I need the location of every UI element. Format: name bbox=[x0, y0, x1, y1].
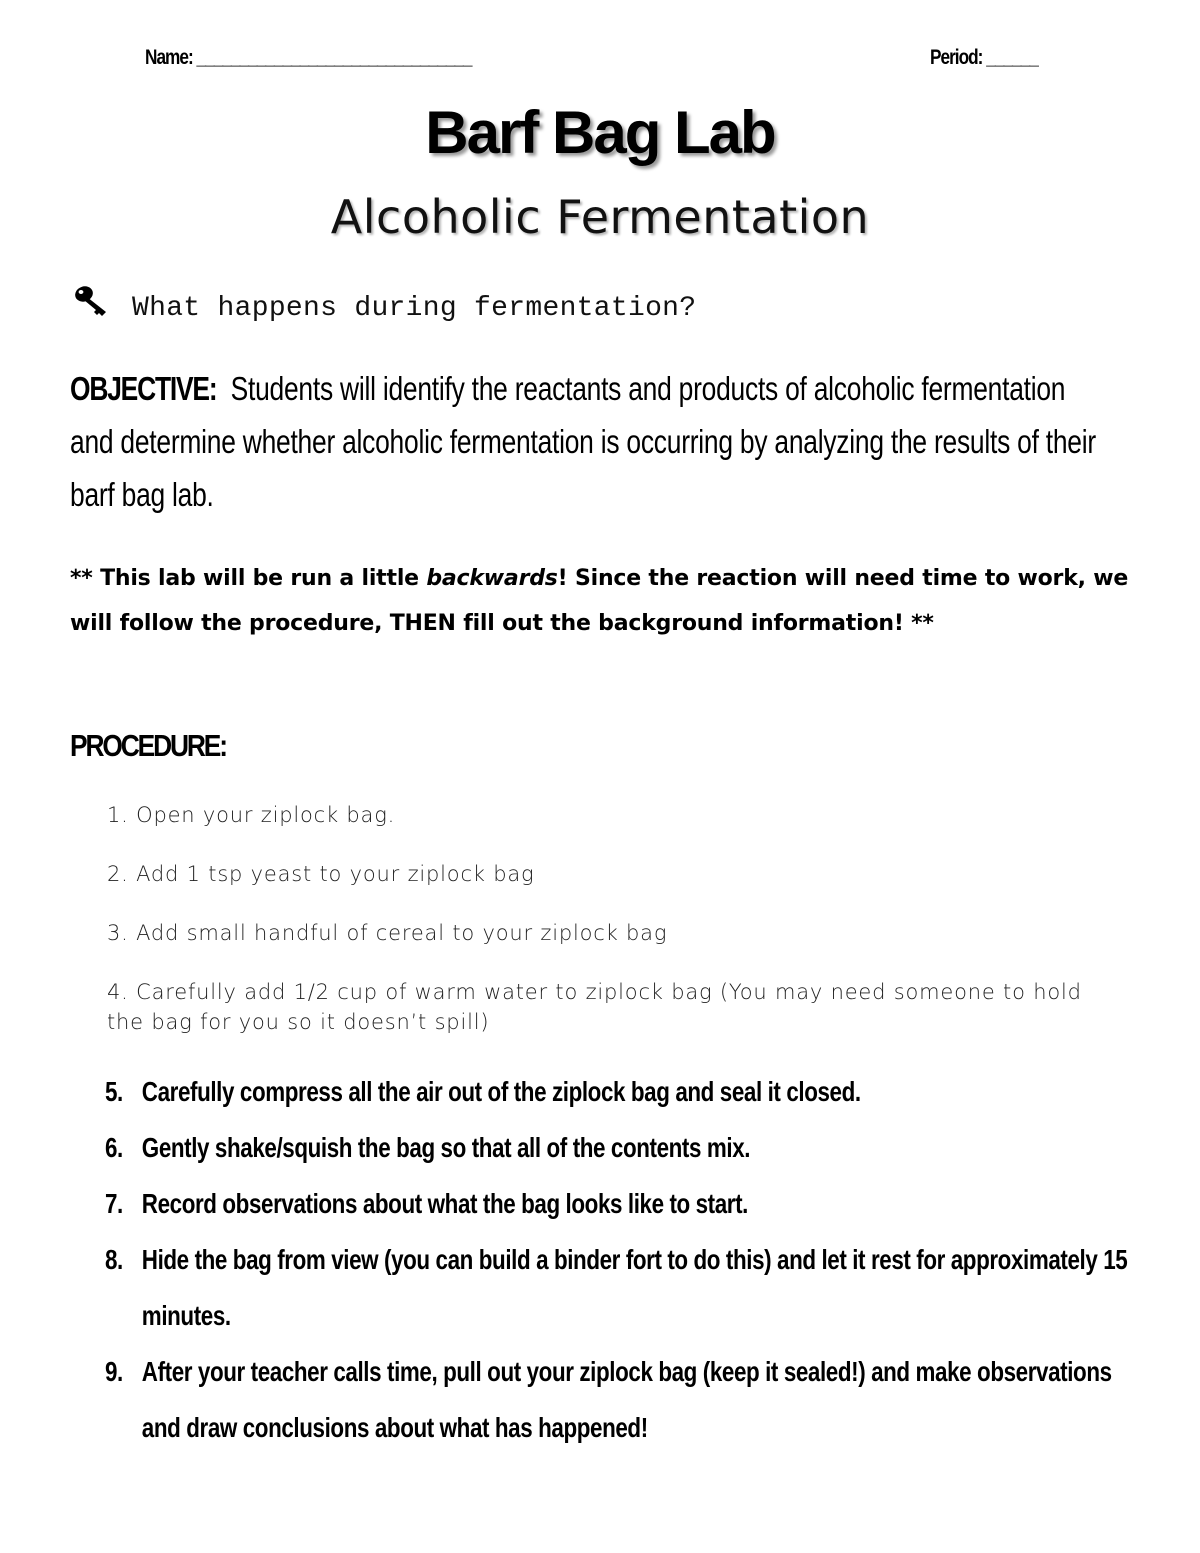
procedure-step-1: 1. Open your ziplock bag. bbox=[107, 803, 396, 827]
step-text: Hide the bag from view (you can build a binder fort to do this) and let it rest for approximately 15 minutes. bbox=[141, 1244, 1128, 1331]
procedure-step-8 bbox=[105, 1232, 1129, 1344]
step-number: 7. bbox=[105, 1188, 123, 1219]
procedure-steps-list bbox=[105, 1064, 1129, 1456]
step-number: 6. bbox=[105, 1132, 123, 1163]
procedure-step-9 bbox=[105, 1344, 1129, 1456]
procedure-step-5 bbox=[105, 1064, 1129, 1120]
procedure-step-6 bbox=[105, 1120, 1129, 1176]
procedure-step-7 bbox=[105, 1176, 1129, 1232]
lab-note bbox=[70, 556, 1130, 646]
objective-paragraph bbox=[70, 362, 1110, 521]
note-text-start: ** This lab will be run a little bbox=[70, 566, 427, 591]
step-text: Gently shake/squish the bag so that all of the contents mix. bbox=[141, 1132, 751, 1163]
key-question: What happens during fermentation? bbox=[132, 293, 697, 324]
step-text: Record observations about what the bag looks like to start. bbox=[141, 1188, 749, 1219]
procedure-step-2: 2. Add 1 tsp yeast to your ziplock bag bbox=[107, 862, 535, 886]
key-icon bbox=[72, 284, 112, 320]
step-number: 8. bbox=[105, 1244, 123, 1275]
page-title: Barf Bag Lab bbox=[425, 99, 775, 166]
step-text: Carefully compress all the air out of the ziplock bag and seal it closed. bbox=[141, 1076, 861, 1107]
note-emphasis: backwards bbox=[426, 566, 558, 591]
step-number: 9. bbox=[105, 1356, 123, 1387]
period-field-label: Period: ______ bbox=[930, 46, 1038, 69]
step-number: 5. bbox=[105, 1076, 123, 1107]
procedure-step-3: 3. Add small handful of cereal to your ziplock bag bbox=[107, 921, 668, 945]
objective-text: Students will identify the reactants and products of alcoholic fermentation and determine whether alcoholic fermentation is occurring by analyzing the results of their barf bag lab. bbox=[70, 370, 1096, 513]
step-text: After your teacher calls time, pull out your ziplock bag (keep it sealed!) and make observations and draw conclusions about what has happened! bbox=[141, 1356, 1112, 1443]
page-subtitle: Alcoholic Fermentation bbox=[330, 190, 870, 244]
procedure-heading: PROCEDURE: bbox=[70, 728, 226, 763]
procedure-step-4: 4. Carefully add 1/2 cup of warm water to ziplock bag (You may need someone to hold the bag for you so it doesn’t spill) bbox=[107, 980, 1082, 1034]
note-text-end: ! Since the reaction will need time to work, we will follow the procedure, THEN fill out the background information! ** bbox=[70, 566, 1129, 636]
name-field-label: Name: ________________________________ bbox=[145, 46, 472, 69]
objective-label: OBJECTIVE: bbox=[70, 370, 217, 407]
